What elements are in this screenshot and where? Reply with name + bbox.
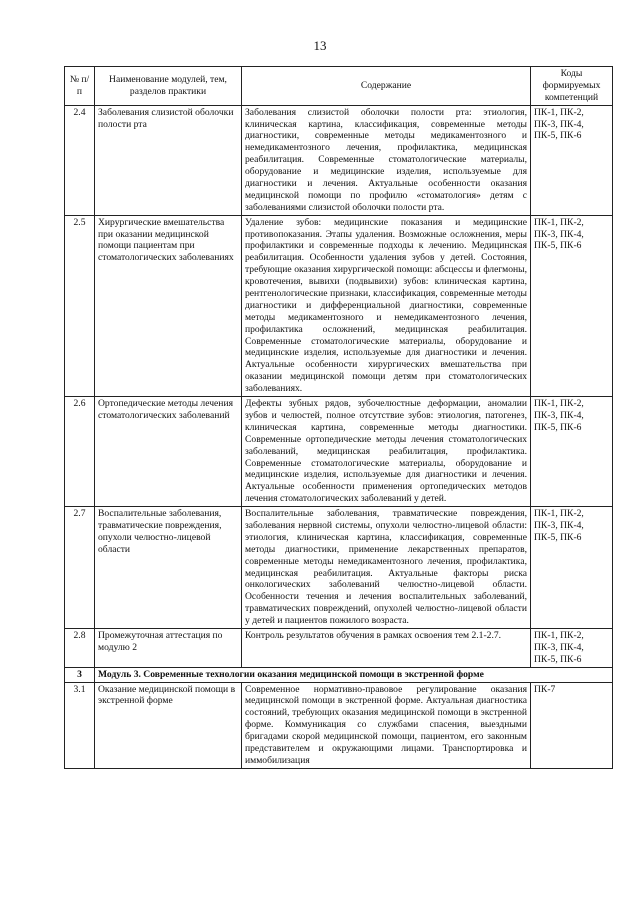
row-content: Современное нормативно-правовое регулирование оказания медицинской помощи в экстренной форме. Актуальная диагностика состояний, требующих оказания медицинской помощи в экстренной форме. Коммуникация со службами спасения, выездными бригадами скорой медицинской помощи, пациентом, его законным представителем и окружающими лицами. Транспортировка и иммобилизация <box>242 682 531 768</box>
row-num: 3.1 <box>65 682 95 768</box>
module-title: Модуль 3. Современные технологии оказания медицинской помощи в экстренной форме <box>95 667 613 682</box>
table-row <box>65 105 613 215</box>
row-name: Ортопедические методы лечения стоматологических заболеваний <box>95 397 242 507</box>
row-num: 2.8 <box>65 628 95 667</box>
header-content: Содержание <box>242 67 531 106</box>
module-row <box>65 667 613 682</box>
header-num: № п/п <box>65 67 95 106</box>
row-codes: ПК-1, ПК-2, ПК-3, ПК-4, ПК-5, ПК-6 <box>531 105 613 215</box>
table-row <box>65 215 613 396</box>
table-row <box>65 682 613 768</box>
row-codes: ПК-7 <box>531 682 613 768</box>
row-codes: ПК-1, ПК-2, ПК-3, ПК-4, ПК-5, ПК-6 <box>531 507 613 629</box>
row-content: Удаление зубов: медицинские показания и медицинские противопоказания. Этапы удаления. Возможные осложнения, меры профилактики и современные подходы к лечению. Медицинская реабилитация. Особенности удаления зубов у детей. Состояния, требующие оказания хирургической помощи: абсцессы и флегмоны, кровотечения, вывихи (подвывихи) зубов: клиническая картина, рентгенологические признаки, классификация, современные методы диагностики и дифференциальной диагностики, современные методы медикаментозного и немедикаментозного лечения, профилактика осложнений, медицинская реабилитация. Современные стоматологические материалы, оборудование и медицинские изделия, используемые для диагностики и лечения. Актуальные особенности хирургических вмешательства при оказании медицинской помощи детям при стоматологических заболеваниях. <box>242 215 531 396</box>
row-num: 2.7 <box>65 507 95 629</box>
table-header-row <box>65 67 613 106</box>
row-name: Заболевания слизистой оболочки полости рта <box>95 105 242 215</box>
row-content: Контроль результатов обучения в рамках освоения тем 2.1-2.7. <box>242 628 531 667</box>
table-row <box>65 507 613 629</box>
row-content: Дефекты зубных рядов, зубочелюстные деформации, аномалии зубов и челюстей, полное отсутствие зубов: этиология, патогенез, клиническая картина, современные методы диагностики. Современные ортопедические методы лечения стоматологических заболеваний, медицинская реабилитация, профилактика. Современные стоматологические материалы, оборудование и медицинские изделия, используемые для диагностики и лечения. Актуальные особенности применения ортопедических методов лечения стоматологических заболеваний у детей. <box>242 397 531 507</box>
curriculum-table <box>64 66 613 769</box>
row-num: 2.6 <box>65 397 95 507</box>
row-content: Заболевания слизистой оболочки полости рта: этиология, клиническая картина, классификация, современные методы диагностики, современные методы медикаментозного и немедикаментозного лечения, профилактика, медицинская реабилитация. Современные стоматологические материалы, оборудование и медицинские изделия, используемые для диагностики и лечения. Актуальные особенности оказания медицинской помощи по профилю «стоматология» детям с заболеваниями слизистой оболочки полости рта. <box>242 105 531 215</box>
header-codes: Коды формируемых компетенций <box>531 67 613 106</box>
row-num: 2.4 <box>65 105 95 215</box>
header-name: Наименование модулей, тем, разделов практики <box>95 67 242 106</box>
row-codes: ПК-1, ПК-2, ПК-3, ПК-4, ПК-5, ПК-6 <box>531 215 613 396</box>
row-content: Воспалительные заболевания, травматические повреждения, заболевания нервной системы, опухоли челюстно-лицевой области: этиология, клиническая картина, классификация, современные методы диагностики, применение лекарственных препаратов, современные методы немедикаментозного лечения, профилактика, медицинская реабилитация. Актуальные факторы риска онкологических заболеваний челюстно-лицевой области. Особенности течения и лечения воспалительных заболеваний, травматических повреждений, опухолей челюстно-лицевой области у детей и пациентов пожилого возраста. <box>242 507 531 629</box>
table-row <box>65 628 613 667</box>
row-codes: ПК-1, ПК-2, ПК-3, ПК-4, ПК-5, ПК-6 <box>531 628 613 667</box>
table-row <box>65 397 613 507</box>
row-num: 2.5 <box>65 215 95 396</box>
row-name: Хирургические вмешательства при оказании медицинской помощи пациентам при стоматологических заболеваниях <box>95 215 242 396</box>
page-number: 13 <box>313 38 327 53</box>
row-codes: ПК-1, ПК-2, ПК-3, ПК-4, ПК-5, ПК-6 <box>531 397 613 507</box>
module-num: 3 <box>65 667 95 682</box>
row-name: Воспалительные заболевания, травматические повреждения, опухоли челюстно-лицевой области <box>95 507 242 629</box>
row-name: Промежуточная аттестация по модулю 2 <box>95 628 242 667</box>
row-name: Оказание медицинской помощи в экстренной форме <box>95 682 242 768</box>
